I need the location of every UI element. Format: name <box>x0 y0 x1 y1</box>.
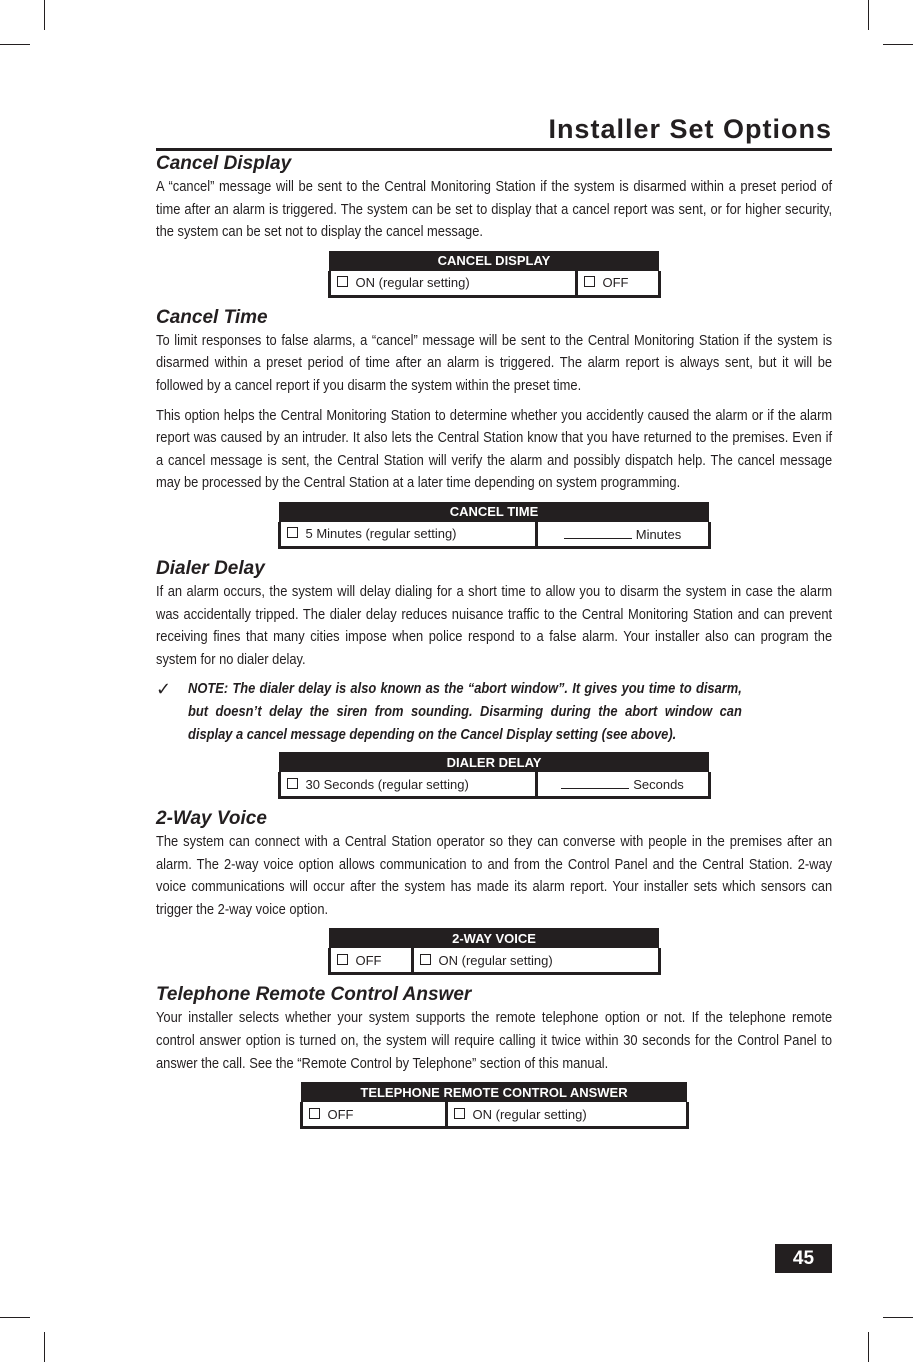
telephone-remote-control-answer-table <box>300 1082 689 1129</box>
crop-mark <box>883 1317 913 1318</box>
option-label: OFF <box>355 952 382 968</box>
option-cell[interactable] <box>329 948 412 974</box>
crop-mark <box>0 1317 30 1318</box>
crop-mark <box>0 44 30 45</box>
table-title: DIALER DELAY <box>279 752 709 772</box>
checkbox-icon[interactable] <box>584 276 595 287</box>
option-cell[interactable] <box>279 522 536 548</box>
option-label: OFF <box>602 275 629 291</box>
option-label: ON (regular setting) <box>355 275 470 291</box>
page-number: 45 <box>775 1244 832 1273</box>
note <box>156 678 832 746</box>
page-content <box>156 152 832 1137</box>
option-cell[interactable] <box>279 772 536 798</box>
fill-in-blank[interactable] <box>561 776 629 789</box>
table-title: CANCEL DISPLAY <box>329 251 659 271</box>
option-label: ON (regular setting) <box>472 1106 587 1122</box>
option-label: Minutes <box>635 526 682 542</box>
section-2-way-voice <box>156 807 832 975</box>
option-cell[interactable] <box>329 271 576 297</box>
checkbox-icon[interactable] <box>287 778 298 789</box>
paragraph: If an alarm occurs, the system will delay dialing for a short time to allow you to disarm the system in case the alarm was accidentally tripped. The dialer delay reduces nuisance traffic to the Central Monitoring Station and can prevent receiving fines that many cities impose when police respond to a false alarm. Your installer also can program the system for no dialer delay. <box>156 582 833 668</box>
crop-mark <box>883 44 913 45</box>
checkbox-icon[interactable] <box>420 954 431 965</box>
checkbox-icon[interactable] <box>454 1108 465 1119</box>
checkbox-icon[interactable] <box>287 527 298 538</box>
note-label: NOTE: <box>188 680 229 698</box>
section-heading: Cancel Time <box>156 306 268 328</box>
header-rule <box>156 148 832 151</box>
table-title: TELEPHONE REMOTE CONTROL ANSWER <box>301 1082 687 1102</box>
section-cancel-time <box>156 306 832 549</box>
crop-mark <box>44 1332 45 1362</box>
option-cell[interactable] <box>576 271 659 297</box>
option-label: 5 Minutes (regular setting) <box>305 526 457 542</box>
table-title: CANCEL TIME <box>279 502 709 522</box>
dialer-delay-table <box>278 752 711 799</box>
option-cell[interactable] <box>536 772 709 798</box>
crop-mark <box>868 0 869 30</box>
fill-in-blank[interactable] <box>564 526 632 539</box>
paragraph: To limit responses to false alarms, a “cancel” message will be sent to the Central Monitoring Station if the system is disarmed within a preset period of time after an alarm is triggered. The alarm report is always sent, but it will be followed by a cancel report if you disarm the system within the preset time. <box>156 331 833 394</box>
section-dialer-delay <box>156 557 832 799</box>
section-heading: Cancel Display <box>156 153 292 174</box>
2-way-voice-table <box>328 928 661 975</box>
option-label: ON (regular setting) <box>438 952 553 968</box>
option-cell[interactable] <box>301 1102 446 1128</box>
section-heading: Dialer Delay <box>156 557 265 579</box>
note-text: The dialer delay is also known as the “abort window”. It gives you time to disarm, but doesn’t delay the siren from sounding. Disarming during the abort window can display a cancel message depending on the Cancel Display setting (see above). <box>188 680 742 743</box>
page-header <box>156 112 832 151</box>
option-label: 30 Seconds (regular setting) <box>305 776 469 792</box>
checkbox-icon[interactable] <box>337 954 348 965</box>
crop-mark <box>868 1332 869 1362</box>
section-heading: Telephone Remote Control Answer <box>156 984 472 1006</box>
checkmark-icon: ✓ <box>156 679 172 700</box>
paragraph: A “cancel” message will be sent to the Central Monitoring Station if the system is disarmed within a preset period of time after an alarm is triggered. The system can be set to display that a cancel report was sent, or for higher security, the system can be set not to display the cancel message. <box>156 178 833 241</box>
option-label: Seconds <box>633 777 684 793</box>
checkbox-icon[interactable] <box>337 276 348 287</box>
table-title: 2-WAY VOICE <box>329 928 659 948</box>
section-heading: 2-Way Voice <box>156 808 267 830</box>
page-title: Installer Set Options <box>548 114 832 144</box>
option-cell[interactable] <box>446 1102 687 1128</box>
section-telephone-remote-control-answer <box>156 983 832 1129</box>
crop-mark <box>44 0 45 30</box>
section-cancel-display <box>156 152 832 298</box>
cancel-time-table <box>278 502 711 549</box>
paragraph: The system can connect with a Central Station operator so they can converse with people in the premises after an alarm. The 2-way voice option allows communication to and from the Control Panel and the Central Station. 2-way voice communications will occur after the system has made its alarm report. Your installer sets which sensors can trigger the 2-way voice option. <box>156 833 833 918</box>
paragraph: This option helps the Central Monitoring Station to determine whether you accidently caused the alarm or if the alarm report was caused by an intruder. It also lets the Central Station know that you have returned to the premises. Even if a cancel message is sent, the Central Station will verify the alarm and possibly dispatch help. The cancel message may be processed by the Central Station at a later time depending on system programming. <box>156 406 833 492</box>
option-cell[interactable] <box>536 522 709 548</box>
option-label: OFF <box>327 1106 354 1122</box>
cancel-display-table <box>328 251 661 298</box>
option-cell[interactable] <box>412 948 659 974</box>
paragraph: Your installer selects whether your system supports the remote telephone option or not. If the telephone remote control answer option is turned on, the system will require calling it twice within 30 seconds for the Control Panel to answer the call. See the “Remote Control by Telephone” section of this manual. <box>156 1009 833 1072</box>
checkbox-icon[interactable] <box>309 1108 320 1119</box>
